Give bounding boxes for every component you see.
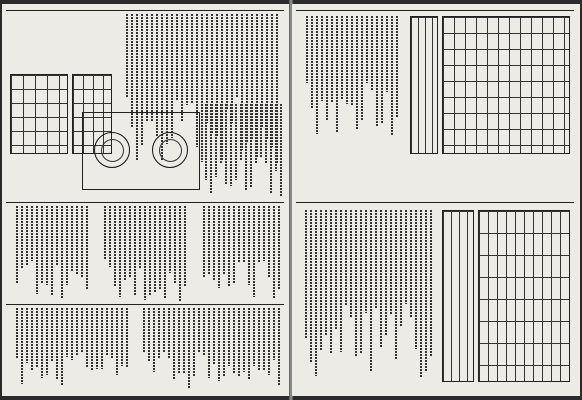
text-column-stroke — [186, 14, 188, 105]
text-column-stroke — [203, 308, 205, 356]
text-column-stroke — [154, 206, 156, 293]
header-rule — [6, 10, 284, 11]
text-column-stroke — [198, 308, 200, 353]
text-column-stroke — [169, 206, 171, 273]
text-column-stroke — [238, 308, 240, 376]
text-column-stroke — [335, 210, 337, 329]
text-column-stroke — [21, 206, 23, 268]
text-column-stroke — [310, 210, 312, 363]
text-column-stroke — [380, 210, 382, 347]
text-column-stroke — [213, 308, 215, 364]
text-column-stroke — [131, 14, 133, 127]
text-column-stroke — [320, 210, 322, 350]
header-rule-right — [296, 10, 574, 11]
text-column-stroke — [331, 16, 333, 103]
text-column-stroke — [235, 104, 237, 180]
text-column-stroke — [396, 16, 398, 118]
text-column-stroke — [350, 210, 352, 317]
text-column-stroke — [400, 210, 402, 327]
bottom-right-text — [138, 308, 282, 388]
text-column-stroke — [111, 308, 113, 359]
text-column-stroke — [270, 104, 272, 194]
text-column-stroke — [163, 308, 165, 352]
text-column-stroke — [351, 16, 353, 106]
text-column-stroke — [71, 308, 73, 360]
text-column-stroke — [191, 14, 193, 103]
text-column-stroke — [86, 206, 88, 290]
text-column-stroke — [146, 14, 148, 121]
text-column-stroke — [425, 210, 427, 372]
text-column-stroke — [215, 104, 217, 177]
text-column-stroke — [81, 308, 83, 353]
text-column-stroke — [263, 206, 265, 261]
text-column-stroke — [51, 206, 53, 295]
text-column-stroke — [258, 206, 260, 263]
text-column-stroke — [376, 16, 378, 127]
text-column-stroke — [405, 210, 407, 304]
text-column-stroke — [46, 206, 48, 285]
text-column-stroke — [220, 104, 222, 163]
text-column-stroke — [109, 206, 111, 267]
text-column-stroke — [66, 206, 68, 285]
text-column-stroke — [179, 206, 181, 301]
text-column-stroke — [208, 308, 210, 378]
text-column-stroke — [41, 206, 43, 283]
text-column-stroke — [268, 308, 270, 375]
text-column-stroke — [134, 206, 136, 295]
text-column-stroke — [124, 206, 126, 281]
text-column-stroke — [106, 308, 108, 356]
text-column-stroke — [226, 14, 228, 110]
text-column-stroke — [119, 206, 121, 297]
text-column-stroke — [176, 14, 178, 100]
text-column-stroke — [178, 308, 180, 373]
text-column-stroke — [236, 14, 238, 97]
text-column-stroke — [101, 308, 103, 369]
text-column-stroke — [71, 206, 73, 271]
lower-form-side — [442, 210, 474, 382]
text-column-stroke — [126, 14, 128, 97]
lower-right-text — [196, 206, 282, 302]
text-column-stroke — [174, 206, 176, 284]
text-column-stroke — [325, 210, 327, 336]
text-column-stroke — [260, 104, 262, 158]
text-column-stroke — [228, 206, 230, 286]
text-column-stroke — [355, 210, 357, 356]
text-column-stroke — [153, 308, 155, 372]
text-column-stroke — [139, 206, 141, 268]
middle-text-block — [202, 104, 284, 200]
text-column-stroke — [16, 308, 18, 359]
text-column-stroke — [143, 308, 145, 353]
text-column-stroke — [365, 210, 367, 313]
text-column-stroke — [76, 308, 78, 356]
text-column-stroke — [381, 16, 383, 123]
text-column-stroke — [268, 206, 270, 278]
text-column-stroke — [240, 104, 242, 160]
upper-form-side — [410, 16, 438, 154]
text-column-stroke — [278, 206, 280, 290]
text-column-stroke — [21, 308, 23, 384]
text-column-stroke — [311, 16, 313, 108]
text-column-stroke — [245, 104, 247, 191]
text-column-stroke — [345, 210, 347, 306]
text-column-stroke — [61, 308, 63, 386]
text-column-stroke — [275, 104, 277, 171]
section-divider — [6, 202, 284, 203]
text-column-stroke — [164, 206, 166, 298]
text-column-stroke — [26, 308, 28, 363]
text-column-stroke — [56, 308, 58, 379]
text-column-stroke — [326, 16, 328, 121]
text-column-stroke — [366, 16, 368, 83]
right-page — [292, 4, 580, 396]
text-column-stroke — [208, 206, 210, 275]
text-column-stroke — [210, 104, 212, 193]
text-column-stroke — [188, 308, 190, 388]
text-column-stroke — [243, 308, 245, 372]
lower-middle-text — [98, 206, 188, 302]
upper-left-text — [300, 16, 400, 136]
text-column-stroke — [273, 308, 275, 360]
text-column-stroke — [168, 308, 170, 359]
text-column-stroke — [116, 308, 118, 375]
text-column-stroke — [321, 16, 323, 101]
upper-form-grid — [442, 16, 570, 154]
text-column-stroke — [253, 206, 255, 297]
text-column-stroke — [230, 104, 232, 186]
text-column-stroke — [233, 308, 235, 373]
text-column-stroke — [255, 104, 257, 164]
text-column-stroke — [356, 16, 358, 130]
text-column-stroke — [91, 308, 93, 371]
section-divider-2 — [6, 304, 284, 305]
text-column-stroke — [61, 206, 63, 299]
text-column-stroke — [250, 104, 252, 188]
lower-left-text — [10, 206, 90, 302]
text-column-stroke — [193, 308, 195, 377]
text-column-stroke — [173, 308, 175, 380]
text-column-stroke — [36, 308, 38, 368]
text-column-stroke — [410, 210, 412, 317]
bottom-left-text — [10, 308, 130, 388]
text-column-stroke — [248, 308, 250, 379]
text-column-stroke — [265, 104, 267, 163]
text-column-stroke — [205, 104, 207, 180]
text-column-stroke — [181, 14, 183, 121]
text-column-stroke — [278, 308, 280, 385]
text-column-stroke — [96, 308, 98, 369]
text-column-stroke — [415, 210, 417, 349]
text-column-stroke — [129, 206, 131, 277]
text-column-stroke — [248, 206, 250, 285]
text-column-stroke — [104, 206, 106, 259]
text-column-stroke — [148, 308, 150, 361]
text-column-stroke — [76, 206, 78, 275]
text-column-stroke — [341, 16, 343, 99]
text-column-stroke — [213, 206, 215, 281]
text-column-stroke — [159, 206, 161, 290]
text-column-stroke — [233, 206, 235, 284]
text-column-stroke — [361, 16, 363, 120]
text-column-stroke — [218, 308, 220, 381]
text-column-stroke — [51, 308, 53, 361]
text-column-stroke — [243, 206, 245, 263]
left-page — [2, 4, 290, 396]
left-table — [10, 74, 68, 154]
text-column-stroke — [316, 16, 318, 134]
text-column-stroke — [66, 308, 68, 357]
seal-right — [152, 132, 188, 168]
text-column-stroke — [114, 206, 116, 286]
right-section-divider — [296, 202, 574, 203]
text-column-stroke — [223, 308, 225, 376]
text-column-stroke — [371, 16, 373, 91]
text-column-stroke — [315, 210, 317, 376]
text-column-stroke — [31, 308, 33, 370]
text-column-stroke — [225, 104, 227, 184]
text-column-stroke — [253, 308, 255, 366]
text-column-stroke — [330, 210, 332, 354]
text-column-stroke — [26, 206, 28, 265]
text-column-stroke — [385, 210, 387, 336]
text-column-stroke — [31, 206, 33, 261]
text-column-stroke — [16, 206, 18, 283]
text-column-stroke — [238, 206, 240, 263]
text-column-stroke — [375, 210, 377, 309]
text-column-stroke — [46, 308, 48, 375]
text-column-stroke — [149, 206, 151, 295]
text-column-stroke — [228, 308, 230, 366]
text-column-stroke — [346, 16, 348, 104]
text-column-stroke — [203, 206, 205, 278]
text-column-stroke — [258, 308, 260, 370]
text-column-stroke — [390, 210, 392, 315]
text-column-stroke — [305, 210, 307, 339]
text-column-stroke — [336, 16, 338, 133]
text-column-stroke — [56, 206, 58, 265]
text-column-stroke — [263, 308, 265, 370]
text-column-stroke — [218, 206, 220, 288]
text-column-stroke — [126, 308, 128, 367]
text-column-stroke — [360, 210, 362, 354]
text-column-stroke — [273, 206, 275, 299]
text-column-stroke — [395, 210, 397, 360]
text-column-stroke — [386, 16, 388, 92]
text-column-stroke — [151, 14, 153, 121]
text-column-stroke — [340, 210, 342, 352]
text-column-stroke — [184, 206, 186, 287]
text-column-stroke — [36, 206, 38, 294]
text-column-stroke — [121, 308, 123, 366]
text-column-stroke — [183, 308, 185, 374]
text-column-stroke — [223, 206, 225, 274]
lower-form-grid — [478, 210, 570, 382]
text-column-stroke — [86, 308, 88, 367]
text-column-stroke — [306, 16, 308, 83]
text-column-stroke — [420, 210, 422, 377]
text-column-stroke — [158, 308, 160, 359]
text-column-stroke — [370, 210, 372, 372]
text-column-stroke — [144, 206, 146, 300]
text-column-stroke — [430, 210, 432, 356]
text-column-stroke — [280, 104, 282, 197]
lower-left-text-right — [300, 210, 434, 380]
text-column-stroke — [81, 206, 83, 277]
text-column-stroke — [391, 16, 393, 136]
text-column-stroke — [41, 308, 43, 378]
seal-left — [94, 132, 130, 168]
